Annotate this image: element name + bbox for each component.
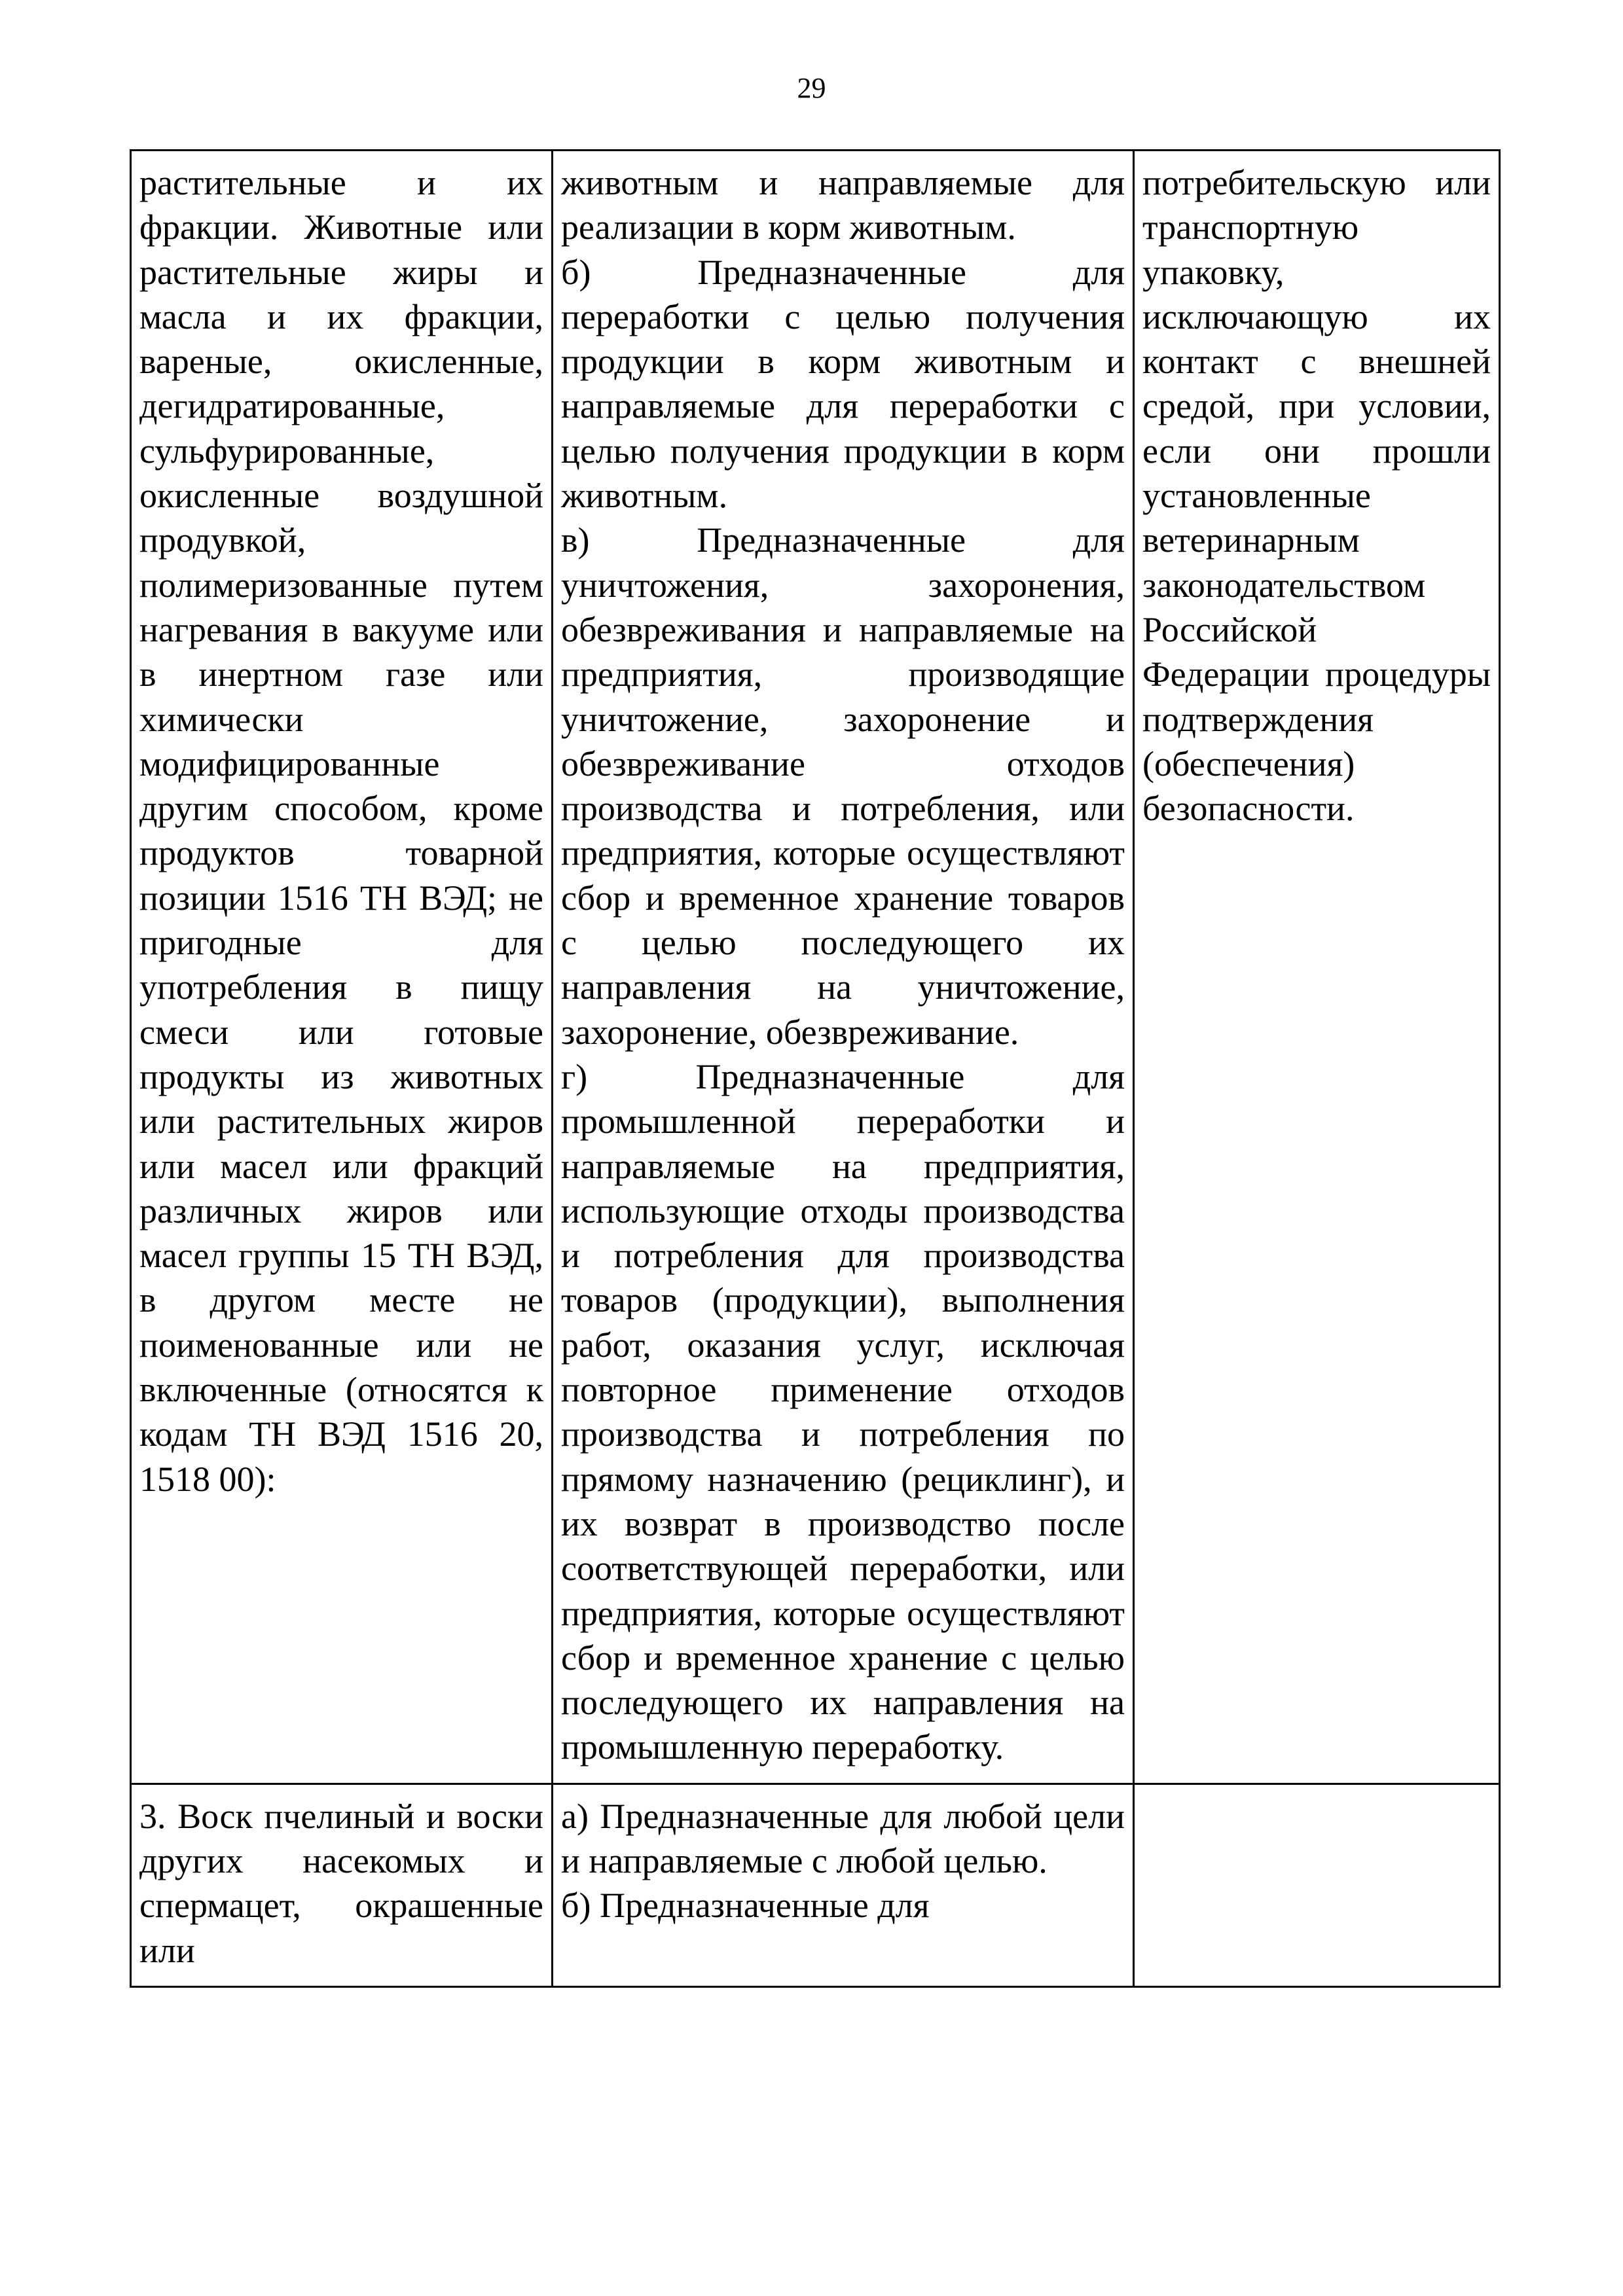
page-number: 29 xyxy=(797,72,826,104)
purpose-paragraph: г) Предназначенные для промышленной переработки и направляемые на предприятия, использующие отходы производства и потребления для производства товаров (продукции), выполнения работ, оказания услуг, исключая повторное применение отходов производства и потребления по прямому назначению (рециклинг), и их возврат в производство после соответствующей переработки, или предприятия, которые осуществляют сбор и временное хранение с целью последующего их направления на промышленную переработку. xyxy=(561,1056,1125,1767)
product-description-cell xyxy=(131,151,553,1784)
product-description-text: растительные и их фракции. Животные или растительные жиры и масла и их фракции, вареные, окисленные, дегидратированные, сульфурированные, окисленные воздушной продувкой, полимеризованные путем нагревания в вакууме или в инертном газе или химически модифицированные другим способом, кроме продуктов товарной позиции 1516 ТН ВЭД; не пригодные для употребления в пищу смеси или готовые продукты из животных или растительных жиров или масел или фракций различных жиров или масел группы 15 ТН ВЭД, в другом месте не поименованные или не включенные (относятся к кодам ТН ВЭД 1516 20, 1518 00): xyxy=(139,163,543,1499)
conditions-text: потребительскую или транспортную упаковку, исключающую их контакт с внешней средой, при условии, если они прошли установленные ветеринарным законодательством Российской Федерации процедуры подтверждения (обеспечения) безопасности. xyxy=(1142,163,1491,829)
purpose-paragraph: б) Предназначенные для переработки с целью получения продукции в корм животным и направляемые для переработки с целью получения продукции в корм животным. xyxy=(561,252,1125,516)
purpose-paragraph: а) Предназначенные для любой цели и направляемые с любой целью. xyxy=(561,1796,1125,1880)
purpose-cell xyxy=(553,1784,1134,1986)
conditions-cell xyxy=(1134,151,1500,1784)
purpose-cell xyxy=(553,151,1134,1784)
table-row xyxy=(131,151,1500,1784)
table-row xyxy=(131,1784,1500,1986)
purpose-paragraph: в) Предназначенные для уничтожения, захоронения, обезвреживания и направляемые на предприятия, производящие уничтожение, захоронение и обезвреживание отходов производства и потребления, или предприятия, которые осуществляют сбор и временное хранение товаров с целью последующего их направления на уничтожение, захоронение, обезвреживание. xyxy=(561,520,1125,1052)
purpose-paragraph: б) Предназначенные для xyxy=(561,1886,930,1926)
product-description-cell xyxy=(131,1784,553,1986)
purpose-paragraph: животным и направляемые для реализации в корм животным. xyxy=(561,163,1125,247)
conditions-cell xyxy=(1134,1784,1500,1986)
product-description-text: 3. Воск пчелиный и воски других насекомых и спермацет, окрашенные или xyxy=(139,1796,543,1970)
requirements-table xyxy=(130,149,1501,1988)
